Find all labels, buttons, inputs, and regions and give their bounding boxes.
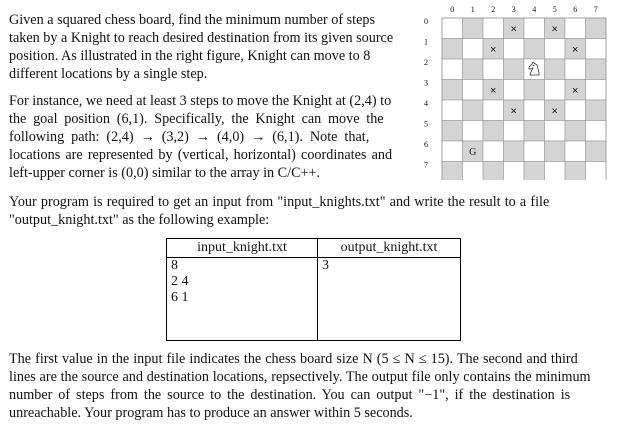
chess-board-figure xyxy=(418,0,624,180)
board-cell xyxy=(586,121,607,142)
program-paragraph xyxy=(9,193,612,229)
column-label: 2 xyxy=(491,5,496,14)
board-cell xyxy=(442,141,463,162)
board-cell xyxy=(524,141,545,162)
move-mark: × xyxy=(490,84,497,97)
constraints-line: The first value in the input file indicates the chess board size N (5 ≤ N ≤ 15). The second and third xyxy=(9,351,578,367)
intro-line-text: taken by a Knight to reach desired destination from its given source xyxy=(9,30,394,46)
board-cell xyxy=(442,18,463,39)
example-line: For instance, we need at least 3 steps to move the Knight at (2,4) to xyxy=(9,93,392,109)
board-cell xyxy=(586,59,607,80)
output-line: 3 xyxy=(322,258,329,273)
board-cell xyxy=(586,18,607,39)
row-label: 1 xyxy=(424,37,428,47)
intro-line xyxy=(9,47,407,65)
column-label: 5 xyxy=(552,5,557,14)
program-line: "output_knight.txt" as the following example: xyxy=(9,212,270,228)
board-cell xyxy=(504,80,525,101)
move-mark: × xyxy=(510,23,517,36)
board-cell xyxy=(442,80,463,101)
board-cell xyxy=(504,39,525,60)
board-cell xyxy=(483,100,504,121)
board-cell xyxy=(442,121,463,142)
column-label: 0 xyxy=(450,5,455,14)
input-file-header: input_knight.txt xyxy=(167,239,318,258)
board-cell xyxy=(463,18,484,39)
board-cell xyxy=(565,18,586,39)
example-line: left-upper corner is (0,0) similar to the array in C/C++. xyxy=(9,165,321,181)
input-line: 6 1 xyxy=(171,290,189,305)
example-line: locations are represented by (vertical, horizontal) coordinates and xyxy=(9,147,393,163)
example-line: following path: (2,4) → (3,2) → (4,0) → (6,1). Note that, xyxy=(9,129,370,145)
goal-label: G xyxy=(469,146,477,158)
board-cell xyxy=(524,18,545,39)
board-cell xyxy=(504,162,525,181)
board-cell xyxy=(504,121,525,142)
board-cell xyxy=(545,80,566,101)
board-cell xyxy=(586,39,607,60)
row-label: 7 xyxy=(424,160,428,170)
input-line: 2 4 xyxy=(171,274,189,289)
board-cell xyxy=(586,141,607,162)
board-cell xyxy=(565,100,586,121)
row-label: 4 xyxy=(424,99,428,108)
output-file-contents xyxy=(318,258,461,341)
move-mark: × xyxy=(510,105,517,118)
column-label: 7 xyxy=(593,5,598,14)
board-cell xyxy=(504,59,525,80)
board-cell xyxy=(524,80,545,101)
board-cell xyxy=(524,100,545,121)
board-cell xyxy=(483,141,504,162)
move-mark: × xyxy=(572,43,579,56)
board-cell xyxy=(483,59,504,80)
chess-board xyxy=(418,0,624,180)
constraints-line: lines are the source and destination locations, repsectively. The output file only contains the minimum xyxy=(9,369,591,385)
board-cell xyxy=(483,18,504,39)
row-label: 0 xyxy=(424,17,428,26)
move-mark: × xyxy=(551,105,558,118)
column-label: 3 xyxy=(511,5,516,14)
board-cell xyxy=(442,162,463,181)
board-cell xyxy=(565,162,586,181)
program-line: Your program is required to get an input from "input_knights.txt" and write the result to a file xyxy=(9,194,550,210)
board-cell xyxy=(586,100,607,121)
column-label: 6 xyxy=(573,5,578,14)
board-cell xyxy=(524,121,545,142)
board-cell xyxy=(483,121,504,142)
constraints-line: unreachable. Your program has to produce an answer within 5 seconds. xyxy=(9,405,413,421)
board-cell xyxy=(463,121,484,142)
intro-line-text: Given a squared chess board, find the minimum number of steps xyxy=(9,12,376,28)
output-file-header: output_knight.txt xyxy=(318,239,461,258)
board-cell xyxy=(463,162,484,181)
board-cell xyxy=(463,39,484,60)
row-label: 2 xyxy=(424,58,428,67)
board-cell xyxy=(442,39,463,60)
example-line: the goal position (6,1). Specifically, the Knight can move the xyxy=(9,111,384,127)
board-cell xyxy=(565,59,586,80)
board-cell xyxy=(565,121,586,142)
move-mark: × xyxy=(551,23,558,36)
board-cell xyxy=(524,162,545,181)
io-example-table xyxy=(166,238,461,341)
board-cell xyxy=(545,121,566,142)
intro-line: different locations by a single step. xyxy=(9,66,208,82)
board-cell xyxy=(545,59,566,80)
intro-line-text: position. As illustrated in the right figure, Knight can move to 8 xyxy=(9,48,371,64)
row-label: 3 xyxy=(424,78,428,88)
board-cell xyxy=(545,162,566,181)
board-cell xyxy=(545,39,566,60)
board-cell xyxy=(463,59,484,80)
constraints-line: number of steps from the source to the destination. You can output "−1", if the destination is xyxy=(9,387,571,403)
board-cell xyxy=(463,100,484,121)
example-paragraph xyxy=(9,92,407,182)
row-label: 5 xyxy=(424,119,428,129)
board-cell xyxy=(463,80,484,101)
input-line: 8 xyxy=(171,258,178,273)
board-cell xyxy=(565,141,586,162)
intro-line xyxy=(9,11,407,29)
board-cell xyxy=(586,162,607,181)
knight-eye-icon xyxy=(533,65,534,66)
column-label: 1 xyxy=(470,5,475,14)
board-cell xyxy=(586,80,607,101)
input-file-contents xyxy=(167,258,318,341)
board-cell xyxy=(442,100,463,121)
intro-line xyxy=(9,29,407,47)
intro-paragraph xyxy=(9,11,407,83)
board-cell xyxy=(442,59,463,80)
board-cell xyxy=(545,141,566,162)
row-label: 6 xyxy=(424,140,428,149)
board-cell xyxy=(483,162,504,181)
constraints-paragraph xyxy=(9,350,612,422)
move-mark: × xyxy=(572,84,579,97)
board-cell xyxy=(524,39,545,60)
move-mark: × xyxy=(490,43,497,56)
board-cell xyxy=(504,141,525,162)
column-label: 4 xyxy=(532,5,537,14)
